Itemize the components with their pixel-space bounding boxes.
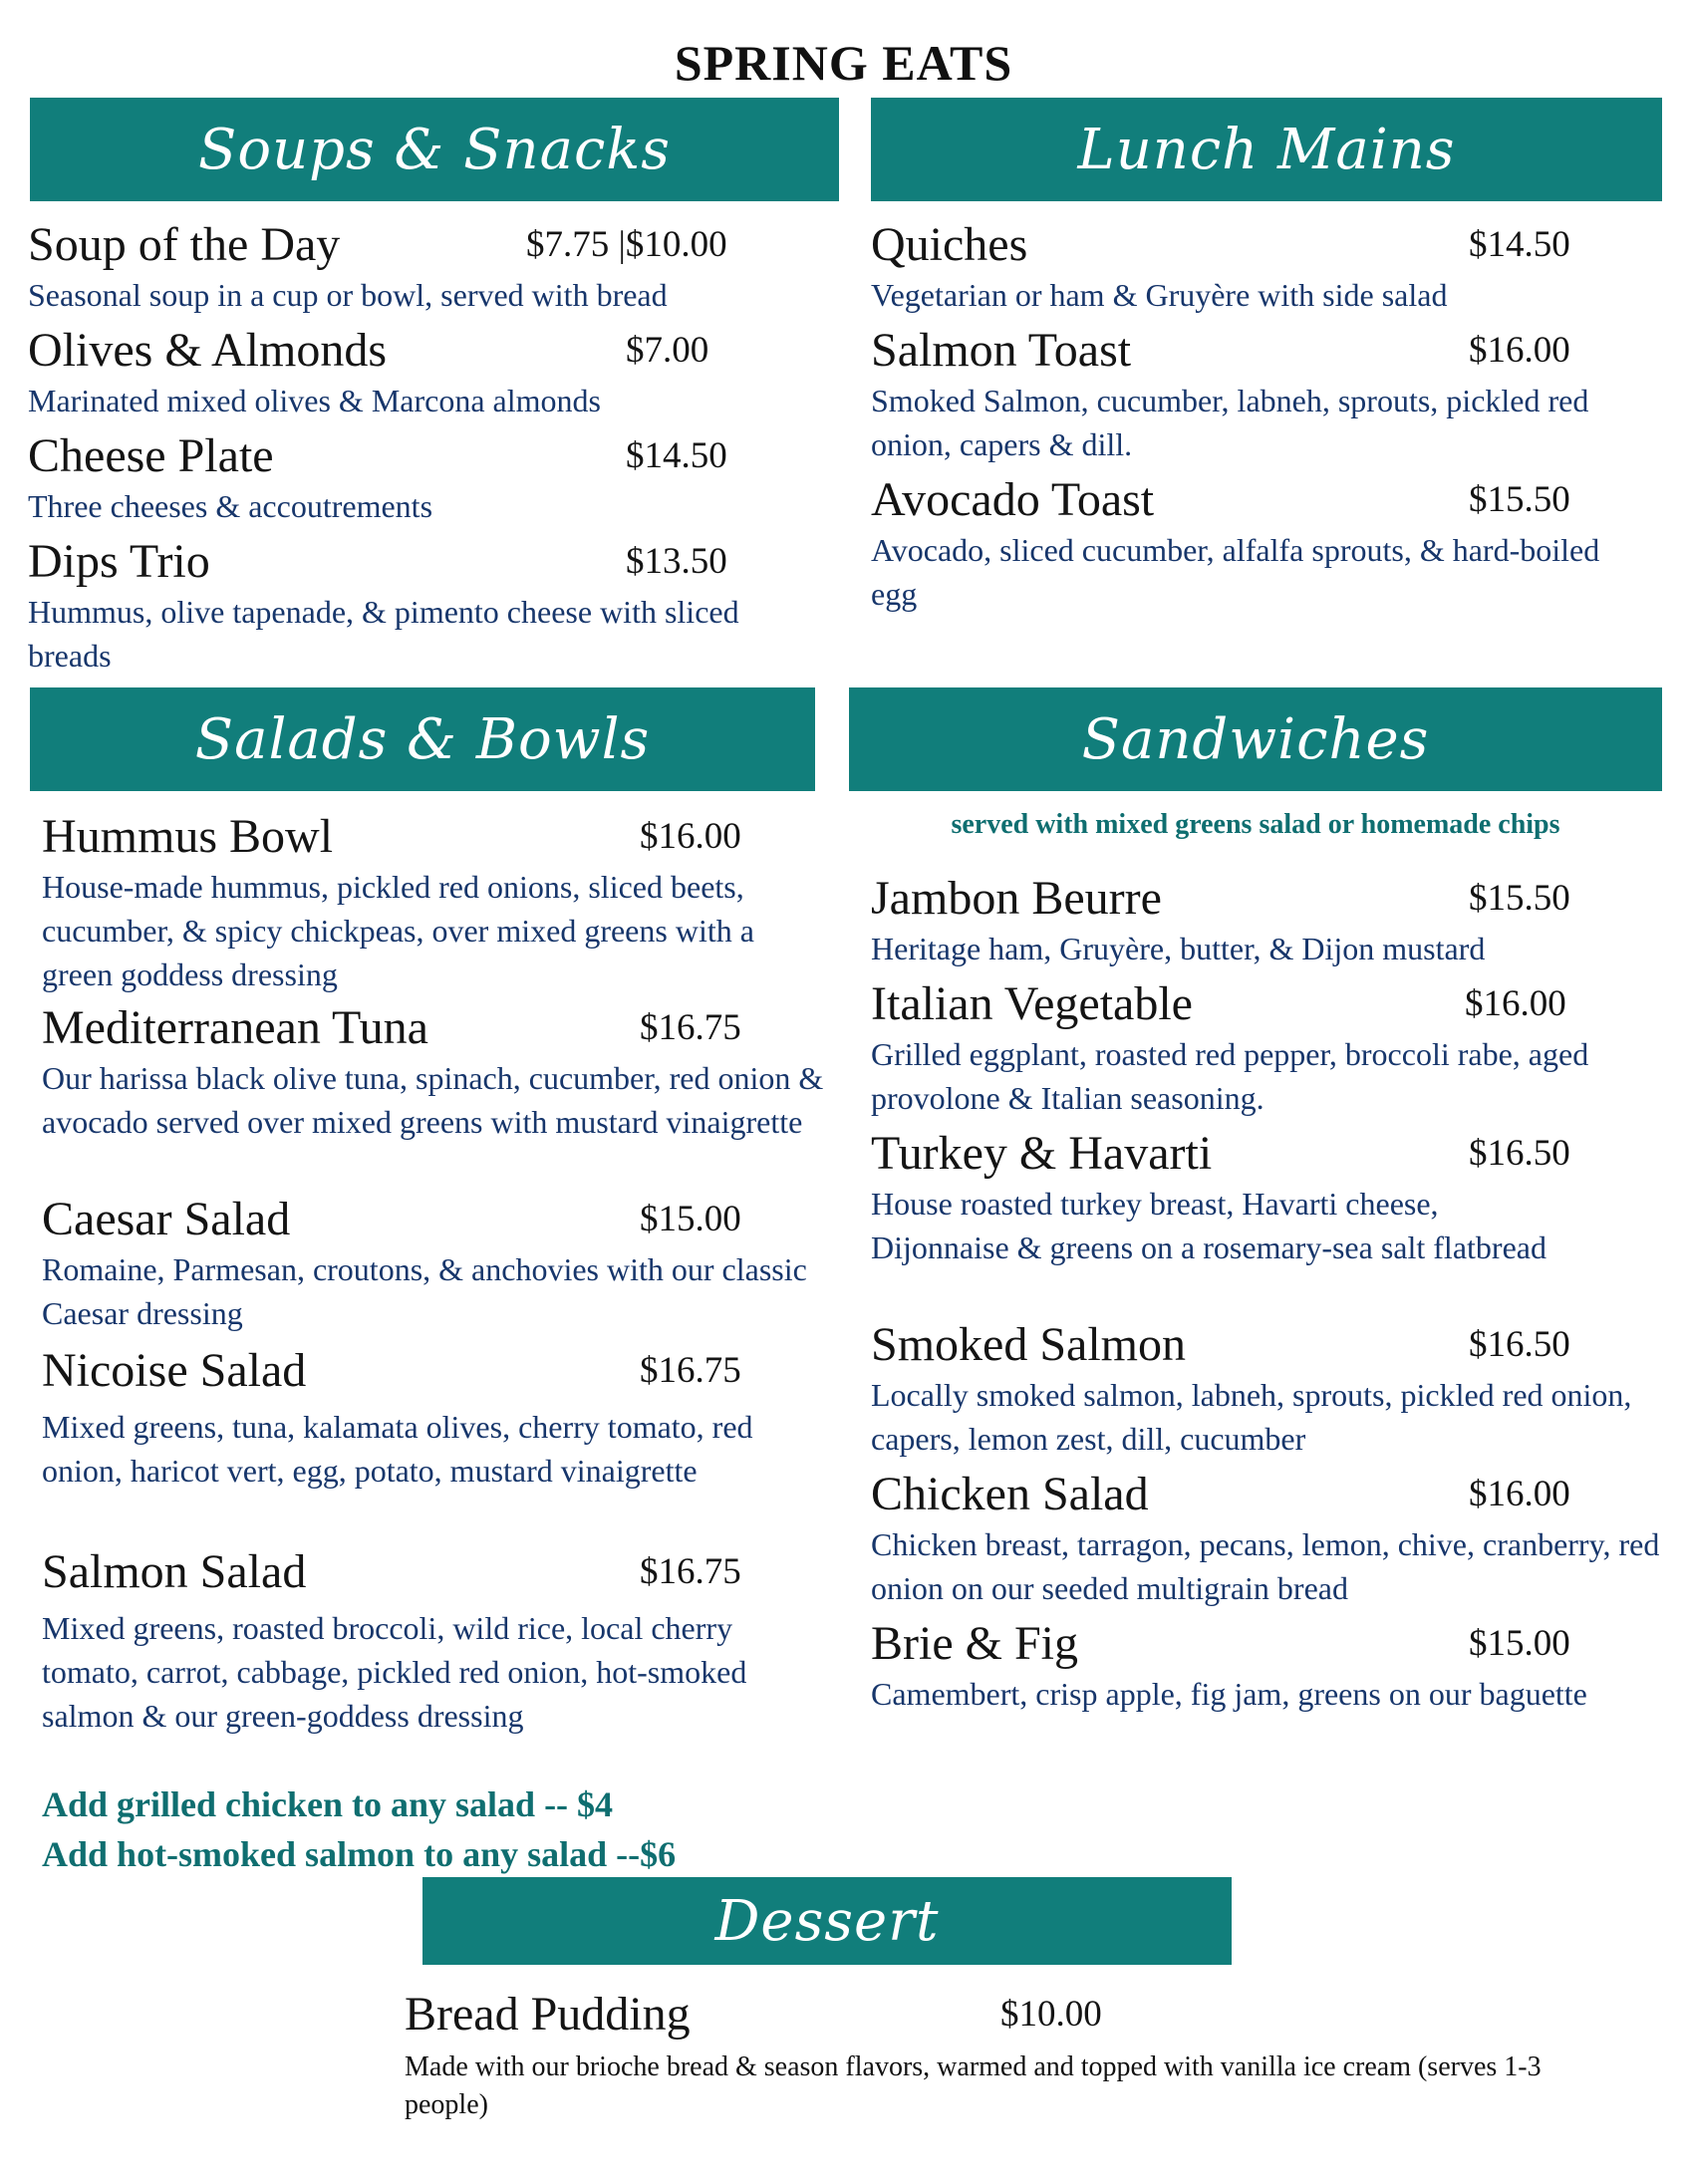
item-name: Salmon Salad bbox=[42, 1545, 307, 1598]
item-name: Nicoise Salad bbox=[42, 1344, 307, 1397]
page-title: SPRING EATS bbox=[674, 35, 1013, 91]
item-name: Turkey & Havarti bbox=[871, 1127, 1213, 1180]
item-description: Three cheeses & accoutrements bbox=[28, 488, 433, 524]
item-price: $15.50 bbox=[1469, 479, 1570, 520]
item-name: Mediterranean Tuna bbox=[42, 1001, 428, 1054]
salads-bowls-section bbox=[42, 809, 839, 1744]
item-name: Dips Trio bbox=[28, 535, 210, 588]
item-price: $16.75 bbox=[640, 1350, 741, 1391]
menu-item bbox=[42, 1343, 839, 1544]
menu-item bbox=[871, 323, 1668, 472]
item-name: Quiches bbox=[871, 218, 1028, 271]
item-price: $15.00 bbox=[640, 1199, 741, 1239]
item-description: Romaine, Parmesan, croutons, & anchovies with our classic Caesar dressing bbox=[42, 1251, 807, 1331]
item-price: $13.50 bbox=[626, 541, 727, 582]
menu-item bbox=[28, 323, 835, 428]
menu-item bbox=[871, 1317, 1668, 1467]
item-name: Chicken Salad bbox=[871, 1468, 1149, 1520]
menu-item bbox=[42, 1192, 839, 1343]
item-price: $16.00 bbox=[1469, 1474, 1570, 1514]
menu-item bbox=[42, 1544, 839, 1744]
item-name: Smoked Salmon bbox=[871, 1318, 1187, 1371]
item-description: House roasted turkey breast, Havarti cheese, Dijonnaise & greens on a rosemary-sea salt flatbread bbox=[871, 1186, 1546, 1265]
item-price: $7.00 bbox=[626, 330, 709, 371]
item-description: Mixed greens, tuna, kalamata olives, cherry tomato, red onion, haricot vert, egg, potato, mustard vinaigrette bbox=[42, 1409, 753, 1489]
item-description: Camembert, crisp apple, fig jam, greens on our baguette bbox=[871, 1676, 1587, 1712]
item-name: Salmon Toast bbox=[871, 324, 1132, 377]
item-name: Brie & Fig bbox=[871, 1617, 1079, 1670]
menu-item bbox=[871, 1126, 1668, 1317]
menu-item bbox=[871, 472, 1668, 622]
menu-item bbox=[871, 871, 1668, 976]
item-price: $14.50 bbox=[626, 435, 727, 476]
item-price: $15.00 bbox=[1469, 1623, 1570, 1664]
item-description: House-made hummus, pickled red onions, sliced beets, cucumber, & spicy chickpeas, over mixed greens with a green goddess dressing bbox=[42, 869, 754, 992]
soups-snacks-section bbox=[28, 217, 835, 683]
salads-bowls-banner: Salads & Bowls bbox=[30, 687, 815, 791]
item-price: $15.50 bbox=[1469, 878, 1570, 919]
menu-item bbox=[871, 1616, 1668, 1766]
item-price: $16.50 bbox=[1469, 1324, 1570, 1365]
item-price: $7.75 |$10.00 bbox=[526, 224, 727, 265]
addon-chicken: Add grilled chicken to any salad -- $4 bbox=[42, 1784, 614, 1824]
dessert-section bbox=[405, 1987, 1580, 2124]
addon-salmon: Add hot-smoked salmon to any salad --$6 bbox=[42, 1834, 677, 1874]
soups-snacks-banner: Soups & Snacks bbox=[30, 98, 839, 201]
item-name: Jambon Beurre bbox=[871, 872, 1162, 925]
sandwiches-section bbox=[871, 871, 1668, 1766]
item-description: Seasonal soup in a cup or bowl, served with bread bbox=[28, 277, 668, 313]
item-name: Soup of the Day bbox=[28, 218, 341, 271]
dessert-banner: Dessert bbox=[422, 1877, 1232, 1965]
menu-item bbox=[42, 1000, 839, 1192]
item-price: $16.50 bbox=[1469, 1133, 1570, 1174]
item-description: Grilled eggplant, roasted red pepper, broccoli rabe, aged provolone & Italian seasoning. bbox=[871, 1036, 1589, 1116]
menu-item bbox=[28, 217, 835, 323]
menu-item bbox=[871, 1467, 1668, 1616]
lunch-mains-section bbox=[871, 217, 1668, 622]
item-price: $16.00 bbox=[1465, 983, 1566, 1024]
item-price: $16.00 bbox=[640, 816, 741, 857]
sandwiches-banner: Sandwiches bbox=[849, 687, 1662, 791]
item-description: Heritage ham, Gruyère, butter, & Dijon mustard bbox=[871, 931, 1486, 966]
item-description: Locally smoked salmon, labneh, sprouts, pickled red onion, capers, lemon zest, dill, cucumber bbox=[871, 1377, 1632, 1457]
item-name: Hummus Bowl bbox=[42, 810, 334, 863]
item-description: Our harissa black olive tuna, spinach, cucumber, red onion & avocado served over mixed greens with mustard vinaigrette bbox=[42, 1060, 824, 1140]
item-description: Avocado, sliced cucumber, alfalfa sprouts, & hard-boiled egg bbox=[871, 532, 1600, 612]
lunch-mains-banner: Lunch Mains bbox=[871, 98, 1662, 201]
sandwiches-note: served with mixed greens salad or homemade chips bbox=[951, 809, 1560, 840]
item-description: Hummus, olive tapenade, & pimento cheese with sliced breads bbox=[28, 594, 739, 674]
item-name: Caesar Salad bbox=[42, 1193, 291, 1245]
item-description: Marinated mixed olives & Marcona almonds bbox=[28, 383, 601, 418]
item-description: Made with our brioche bread & season flavors, warmed and topped with vanilla ice cream (serves 1-3 people) bbox=[405, 2051, 1542, 2120]
item-name: Italian Vegetable bbox=[871, 977, 1193, 1030]
menu-item bbox=[405, 1987, 1580, 2124]
menu-item bbox=[871, 976, 1668, 1126]
item-description: Chicken breast, tarragon, pecans, lemon, chive, cranberry, red onion on our seeded multigrain bread bbox=[871, 1526, 1660, 1606]
item-description: Vegetarian or ham & Gruyère with side salad bbox=[871, 277, 1448, 313]
menu-item bbox=[42, 809, 839, 1000]
item-price: $16.00 bbox=[1469, 330, 1570, 371]
menu-item bbox=[28, 534, 835, 683]
menu-item bbox=[28, 428, 835, 534]
item-name: Bread Pudding bbox=[405, 1988, 691, 2041]
item-price: $10.00 bbox=[1000, 1994, 1102, 2035]
item-name: Avocado Toast bbox=[871, 473, 1155, 526]
item-description: Mixed greens, roasted broccoli, wild rice, local cherry tomato, carrot, cabbage, pickled red onion, hot-smoked salmon & our green-goddess dressing bbox=[42, 1610, 747, 1734]
item-price: $14.50 bbox=[1469, 224, 1570, 265]
item-name: Olives & Almonds bbox=[28, 324, 388, 377]
item-price: $16.75 bbox=[640, 1551, 741, 1592]
item-name: Cheese Plate bbox=[28, 429, 274, 482]
item-description: Smoked Salmon, cucumber, labneh, sprouts, pickled red onion, capers & dill. bbox=[871, 383, 1589, 462]
item-price: $16.75 bbox=[640, 1007, 741, 1048]
salad-addons bbox=[42, 1779, 676, 1879]
menu-item bbox=[871, 217, 1668, 323]
